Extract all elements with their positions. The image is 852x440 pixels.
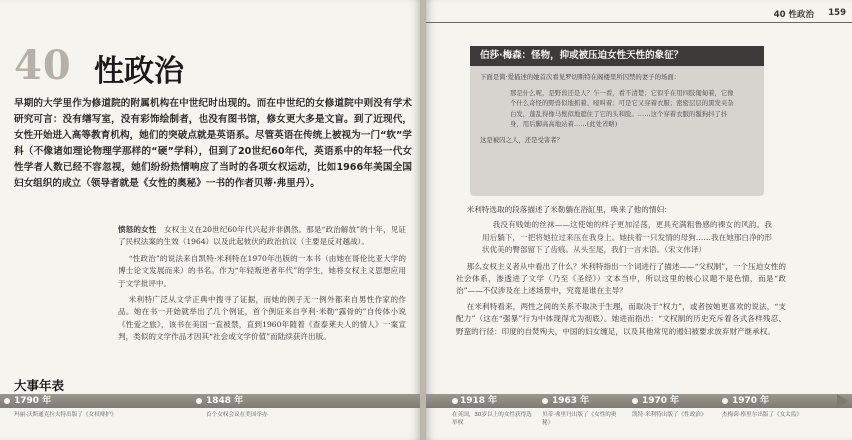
timeline-event: 首个女权会议在美国举办 [206,412,268,418]
body-paragraph: 米利特广泛从文学正典中搜寻了证据，而她的例子无一例外都来自男性作家的作品。她在书一开始就举出了几个例证，首个例证来自亨利·米勒“露骨的”自传体小说《性爱之旅》，该书在美国一直被禁，直到1960年随着《查泰莱夫人的情人》一案宣判，类似的文学作品才因其“社会或文学价值”而陆续获许出版。 [118,295,406,342]
timeline-title: 大事年表 [14,378,65,393]
body-paragraph: 那么女权主义者从中看出了什么？米利特指出一个词进行了描述——“父权制”，一个压迫女性的社会体系，渗透进了文学（乃至《圣经》）文本当中，所以这里的核心议题不是色情，而是“政治”——不仅涉及在上述场景中，究竟是谁在主导？ [456,261,786,296]
body-paragraph [118,224,406,249]
running-head: 40 性政治 [773,10,814,20]
sidebar-outro: 这是被囚之人，还是受害者？ [480,136,564,145]
header-rule [426,22,852,23]
timeline-arrow-icon [837,394,849,408]
left-body-text [118,224,406,348]
timeline-event: 贝蒂·弗里丹出版了《女性的奥秘》 [542,412,617,426]
page-number: 159 [828,8,846,18]
timeline-year: 1848 年 [206,396,244,406]
chapter-number: 40 [14,42,72,89]
timeline-year: 1790 年 [14,396,52,406]
sidebar-intro: 下面是简·爱描述的她首次看见罗切斯特在阁楼里所囚禁的妻子的场面： [480,73,681,81]
timeline-event: 在英国，30岁以上的女性获得选举权 [452,412,532,426]
sidebar-body [480,72,756,145]
chapter-intro: 早期的大学里作为修道院的附属机构在中世纪时出现的。而在中世纪的女修道院中则没有学术研究可言：没有缮写室，没有彩饰绘制者，也没有图书馆，修女更大多是文盲。到了近现代，女性开始进入高等教育机构，她们的突破点就是英语系。尽管英语在传统上被视为一门“软”学科（不像诸如理论物理学那样的“硬”学科），但到了20世纪60年代，英语系中的年轻一代女性学者人数已经不容忽视，她们纷纷热情响应了当时的各项女权运动，比如1966年美国全国妇女组织的成立（领导者就是《女性的奥秘》一书的作者贝蒂·弗里丹）。 [14,98,412,189]
sidebar-quote: 那是什么呢，是野兽还是人？乍一看，看不清楚；它似乎在用四肢匍匐着，它像个什么奇怪的野兽似地抓着、嚎叫着；可是它又穿着衣服；密密层层的黑发夹杂白发，蓬乱得像马鬃似地遮住了它的头和脸。……这个穿着衣服的鬣狗抖了抖身，用后脚高高地站着……(此处省略) [510,89,734,128]
timeline-marker [542,398,548,404]
timeline-marker [722,398,728,404]
right-page [426,0,852,440]
timeline-marker [4,398,10,404]
timeline-event: 玛丽·沃斯通克拉夫特出版了《女权辩护》 [14,412,117,418]
timeline-year: 1970 年 [732,396,770,406]
timeline-year: 1918 年 [460,396,498,406]
paragraph-text: 女权主义在20世纪60年代兴起并非偶然。那是“政治解放”的十年，见证了民权法案的生效（1964）以及此起彼伏的政治抗议（主要是反对越战）。 [118,225,407,247]
sidebar-box [470,46,764,196]
timeline-year: 1970 年 [642,396,680,406]
right-body-text [456,204,786,341]
timeline-marker [196,398,202,404]
body-paragraph: 在米利特看来，两性之间的关系不取决于生理，而取决于“权力”，或者按她更喜欢的说法，“支配力”（这在“强暴”行为中体现得尤为彻底）。她进而指出：“文权制的历史充斥着各式各样残忍、野蛮的行径：印度的自焚殉夫，中国的妇女缠足，以及其他常见的遏妇被要求放弃财产继承权。 [456,301,786,336]
timeline-marker [452,398,458,404]
chapter-title: 性政治 [94,54,184,89]
paragraph-lead: 愤怒的女性 [118,225,157,234]
timeline-year: 1963 年 [552,396,590,406]
left-page [0,0,420,440]
timeline-marker [632,398,638,404]
block-quote: 我没有贱她的丝袜——这使她的样子更加淫荡，更具充满粗鲁感的裸女的风韵。我用后躺下，一把将她拉过来压在我身上。她扶着一只发情的母狗……我在她那白净的形状优美的臀部留下了齿痕。从头至尾，我们一言未语。（宋文伟译） [482,220,772,255]
body-paragraph: “性政治”的说法来自凯特·米利特在1970年出版的一本书（由她在哥伦比亚大学的博士论文发展而来）的书名。作为“年轻叛逆者年代”的学生，她将女权主义思想应用于文学批评中。 [118,253,406,288]
timeline-event: 凯特·米利特出版了《性政治》 [632,412,707,418]
sidebar-title: 伯莎·梅森：怪物，抑或被压迫女性天性的象征？ [470,46,764,66]
timeline-event: 杰梅茵·格里尔出版了《女太监》 [722,412,803,418]
body-paragraph: 米利特选取的段落描述了米勒躺在浴缸里，唤来了他的情妇： [466,205,672,214]
